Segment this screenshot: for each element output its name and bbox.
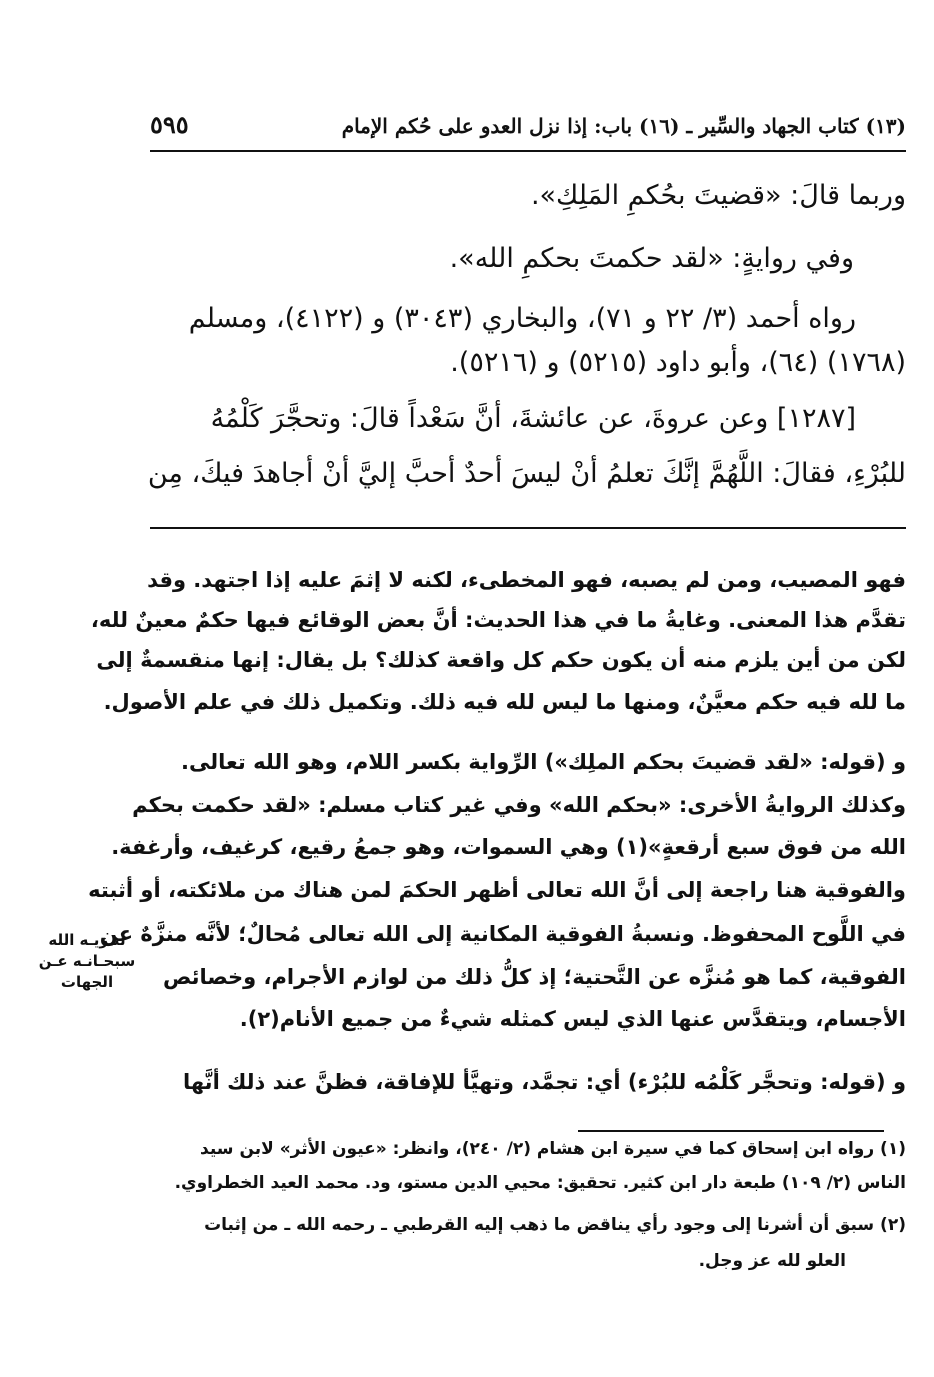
text-commentary-separator (150, 527, 906, 529)
commentary-line: والفوقية هنا راجعة إلى أنَّ الله تعالى أظهر الحكمَ لمن هناك من ملائكته، أو أثبته (88, 878, 906, 902)
footnotes (150, 1135, 906, 1285)
running-header (150, 108, 906, 148)
commentary (88, 560, 906, 1120)
page-number: ٥٩٥ (150, 110, 189, 139)
running-title: (١٣) كتاب الجهاد والسِّير ـ (١٦) باب: إذا نزل العدو على حُكم الإمام (341, 114, 906, 138)
text-line: وربما قالَ: «قضيتَ بحُكمِ المَلِكِ». (530, 180, 906, 211)
text-line: للبُرْءِ، فقالَ: اللَّهُمَّ إنَّكَ تعلمُ أنْ ليسَ أحدٌ أحبَّ إليَّ أنْ أجاهدَ فيكَ، مِن (147, 458, 906, 489)
hadith-text (147, 150, 906, 510)
commentary-line: لكن من أين يلزم منه أن يكون حكم كل واقعة كذلك؟ بل يقال: إنها منقسمةٌ إلى (96, 648, 906, 672)
commentary-line: و (قوله: «لقد قضيتَ بحكم الملِك») الرِّواية بكسر اللام، وهو الله تعالى. (181, 750, 906, 774)
commentary-line: الأجسام، ويتقدَّس عنها الذي ليس كمثله شيءٌ من جميع الأنام(٢). (239, 1007, 906, 1031)
footnote-line: (٢) سبق أن أشرنا إلى وجود رأي يناقض ما ذهب إليه القرطبي ـ رحمه الله ـ من إثبات (204, 1215, 906, 1235)
commentary-line: الفوقية، كما هو مُنزَّه عن التَّحتية؛ إذ كلُّ ذلك من لوازم الأجرام، وخصائص (162, 965, 906, 989)
commentary-line: و (قوله: وتحجَّر كَلْمُه للبُرْء) أي: تجمَّد، وتهيَّأ للإفاقة، فظنَّ عند ذلك أنَّها (182, 1070, 906, 1094)
commentary-line: تقدَّم هذا المعنى. وغايةُ ما في هذا الحديث: أنَّ بعض الوقائع فيها حكمٌ معينٌ لله، (90, 608, 906, 632)
commentary-line: في اللَّوح المحفوظ. ونسبةُ الفوقية المكانية إلى الله تعالى مُحالٌ؛ لأنَّه منزَّهٌ عن (99, 922, 906, 946)
footnote-line: (١) رواه ابن إسحاق كما في سيرة ابن هشام (٢/ ٢٤٠)، وانظر: «عيون الأثر» لابن سيد (200, 1139, 906, 1159)
text-line: [١٢٨٧] وعن عروةَ، عن عائشةَ، أنَّ سَعْداً قالَ: وتحجَّرَ كَلْمُهُ (210, 403, 856, 434)
margin-note: تنـزيـه الله سبحـانـه عـن الجهات (38, 931, 136, 991)
commentary-line: وكذلك الروايةُ الأخرى: «بحكم الله» وفي غير كتاب مسلم: «لقد حكمت بحكم (132, 793, 906, 817)
text-line: رواه أحمد (٣/ ٢٢ و ٧١)، والبخاري (٣٠٤٣) و (٤١٢٢)، ومسلم (188, 303, 856, 334)
commentary-line: فهو المصيب، ومن لم يصبه، فهو المخطىء، لكنه لا إثمَ عليه إذا اجتهد. وقد (147, 568, 906, 592)
commentary-line: ما لله فيه حكم معيَّنٌ، ومنها ما ليس لله فيه ذلك. وتكميل ذلك في علم الأصول. (103, 690, 906, 714)
footnote-separator (578, 1130, 884, 1132)
footnote-line: العلو لله عز وجل. (698, 1251, 846, 1271)
commentary-line: الله من فوق سبع أرقعةٍ»(١) وهي السموات، وهو جمعُ رقيع، كرغيف، وأرغفة. (111, 835, 906, 859)
footnote-line: الناس (٢/ ١٠٩) طبعة دار ابن كثير. تحقيق: محيي الدين مستو، ود. محمد العيد الخطراوي. (174, 1173, 906, 1193)
text-line: (١٧٦٨) (٦٤)، وأبو داود (٥٢١٥) و (٥٢١٦). (450, 347, 906, 378)
text-line: وفي روايةٍ: «لقد حكمتَ بحكمِ الله». (449, 243, 854, 274)
